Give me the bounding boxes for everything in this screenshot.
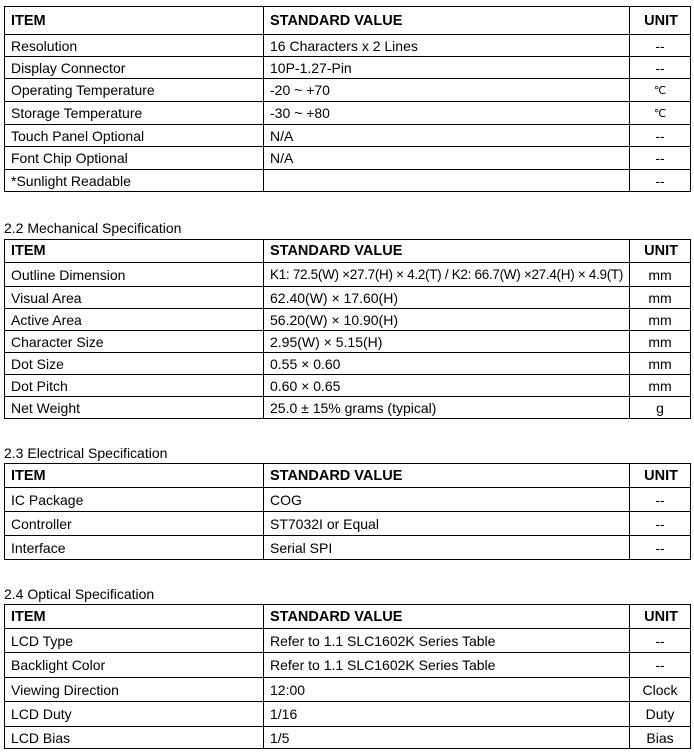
display-spec-table (4, 6, 691, 192)
item-cell: Viewing Direction (5, 678, 264, 702)
unit-cell: -- (630, 512, 691, 536)
item-cell: IC Package (5, 488, 264, 512)
value-cell: 25.0 ± 15% grams (typical) (264, 397, 630, 419)
table-row (5, 263, 691, 287)
value-cell: ST7032I or Equal (264, 512, 630, 536)
table-header-row (5, 7, 691, 35)
value-cell: 16 Characters x 2 Lines (264, 35, 630, 57)
header-item: ITEM (5, 240, 264, 263)
table-row (5, 309, 691, 331)
item-cell: Backlight Color (5, 653, 264, 678)
table-row (5, 353, 691, 375)
value-cell: 2.95(W) × 5.15(H) (264, 331, 630, 353)
header-standard-value: STANDARD VALUE (264, 7, 630, 35)
item-cell: *Sunlight Readable (5, 170, 264, 192)
value-cell: 1/5 (264, 727, 630, 749)
value-cell: 0.60 × 0.65 (264, 375, 630, 397)
header-item: ITEM (5, 605, 264, 629)
unit-cell: -- (630, 35, 691, 57)
table-row (5, 629, 691, 653)
table-row (5, 375, 691, 397)
table-header-row (5, 464, 691, 488)
value-cell: K1: 72.5(W) ×27.7(H) × 4.2(T) / K2: 66.7(W) ×27.4(H) × 4.9(T) (264, 263, 630, 287)
table-row (5, 678, 691, 702)
header-unit: UNIT (630, 7, 691, 35)
value-cell: 10P-1.27-Pin (264, 57, 630, 79)
unit-cell: -- (630, 147, 691, 170)
header-item: ITEM (5, 464, 264, 488)
table-row (5, 397, 691, 419)
item-cell: Outline Dimension (5, 263, 264, 287)
item-cell: Resolution (5, 35, 264, 57)
item-cell: Net Weight (5, 397, 264, 419)
item-cell: Operating Temperature (5, 79, 264, 102)
item-cell: Active Area (5, 309, 264, 331)
table-row (5, 147, 691, 170)
value-cell: COG (264, 488, 630, 512)
item-cell: Interface (5, 536, 264, 560)
unit-cell: mm (630, 375, 691, 397)
item-cell: Dot Pitch (5, 375, 264, 397)
section-title-optical: 2.4 Optical Specification (4, 586, 155, 602)
header-unit: UNIT (630, 605, 691, 629)
unit-cell: Clock (630, 678, 691, 702)
unit-cell: -- (630, 125, 691, 147)
section-title-mechanical: 2.2 Mechanical Specification (4, 220, 182, 236)
header-standard-value: STANDARD VALUE (264, 605, 630, 629)
value-cell: 1/16 (264, 702, 630, 727)
header-item: ITEM (5, 7, 264, 35)
item-cell: Display Connector (5, 57, 264, 79)
table-row (5, 287, 691, 309)
table-header-row (5, 240, 691, 263)
unit-cell: Duty (630, 702, 691, 727)
mechanical-spec-table (4, 239, 691, 419)
value-cell: -30 ~ +80 (264, 102, 630, 125)
item-cell: Dot Size (5, 353, 264, 375)
header-unit: UNIT (630, 464, 691, 488)
value-cell: Refer to 1.1 SLC1602K Series Table (264, 653, 630, 678)
unit-cell: -- (630, 536, 691, 560)
unit-cell: mm (630, 263, 691, 287)
header-standard-value: STANDARD VALUE (264, 464, 630, 488)
table-row (5, 125, 691, 147)
unit-cell: g (630, 397, 691, 419)
unit-cell: ℃ (630, 102, 691, 125)
table-row (5, 35, 691, 57)
unit-cell: -- (630, 170, 691, 192)
table-row (5, 727, 691, 749)
unit-cell: -- (630, 57, 691, 79)
item-cell: Font Chip Optional (5, 147, 264, 170)
unit-cell: ℃ (630, 79, 691, 102)
item-cell: Touch Panel Optional (5, 125, 264, 147)
item-cell: Storage Temperature (5, 102, 264, 125)
table-row (5, 102, 691, 125)
table-row (5, 331, 691, 353)
item-cell: LCD Duty (5, 702, 264, 727)
header-unit: UNIT (630, 240, 691, 263)
value-cell: 62.40(W) × 17.60(H) (264, 287, 630, 309)
value-cell (264, 170, 630, 192)
section-title-electrical: 2.3 Electrical Specification (4, 445, 168, 461)
table-row (5, 653, 691, 678)
unit-cell: -- (630, 488, 691, 512)
value-cell: N/A (264, 125, 630, 147)
unit-cell: -- (630, 653, 691, 678)
table-row (5, 57, 691, 79)
electrical-spec-table (4, 463, 691, 560)
item-cell: LCD Type (5, 629, 264, 653)
item-cell: Controller (5, 512, 264, 536)
unit-cell: mm (630, 353, 691, 375)
unit-cell: mm (630, 287, 691, 309)
value-cell: 56.20(W) × 10.90(H) (264, 309, 630, 331)
table-row (5, 170, 691, 192)
item-cell: Character Size (5, 331, 264, 353)
value-cell: Refer to 1.1 SLC1602K Series Table (264, 629, 630, 653)
unit-cell: -- (630, 629, 691, 653)
table-row (5, 702, 691, 727)
value-cell: N/A (264, 147, 630, 170)
item-cell: LCD Bias (5, 727, 264, 749)
value-cell: -20 ~ +70 (264, 79, 630, 102)
value-cell: 0.55 × 0.60 (264, 353, 630, 375)
value-cell: 12:00 (264, 678, 630, 702)
unit-cell: mm (630, 309, 691, 331)
table-header-row (5, 605, 691, 629)
table-row (5, 488, 691, 512)
table-row (5, 512, 691, 536)
header-standard-value: STANDARD VALUE (264, 240, 630, 263)
table-row (5, 536, 691, 560)
unit-cell: Bias (630, 727, 691, 749)
table-row (5, 79, 691, 102)
value-cell: Serial SPI (264, 536, 630, 560)
unit-cell: mm (630, 331, 691, 353)
optical-spec-table (4, 604, 691, 749)
item-cell: Visual Area (5, 287, 264, 309)
